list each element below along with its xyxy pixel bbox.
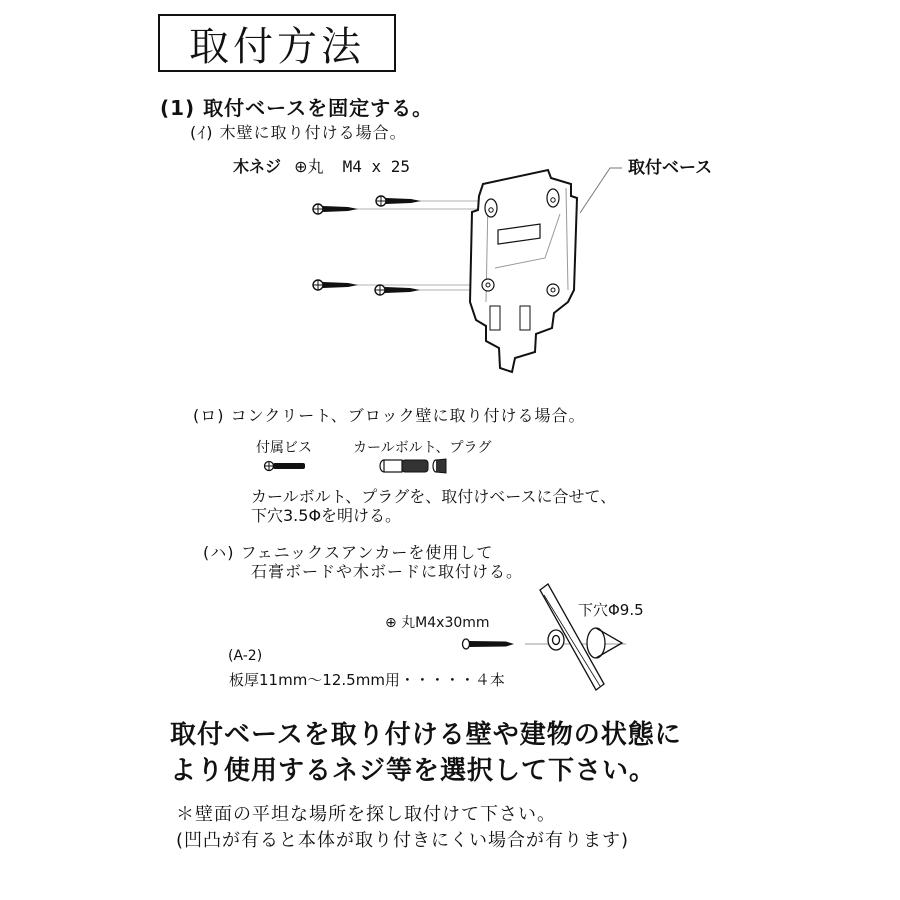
- phoenix-screw-spec: ⊕ 丸M4x30mm: [385, 615, 490, 631]
- curl-bolt-plug-label: カールボルト、プラグ: [353, 440, 492, 456]
- selection-notice-line2: より使用するネジ等を選択して下さい。: [170, 756, 657, 786]
- base-callout-label: 取付ベース: [628, 158, 713, 178]
- wood-screw-label: 木ネジ: [233, 157, 282, 176]
- note-line2: (凹凸が有ると本体が取り付きにくい場合が有ります): [176, 830, 630, 851]
- phoenix-anchor-icon: [540, 584, 622, 690]
- anchor-model: (A-2): [228, 648, 263, 664]
- phoenix-label-line1: (ハ) フェニックスアンカーを使用して: [203, 543, 494, 562]
- wood-wall-label: (ｲ) 木壁に取り付ける場合。: [190, 123, 407, 142]
- note-line1: ＊壁面の平坦な場所を探し取付けて下さい。: [176, 804, 556, 825]
- board-thickness-spec: 板厚11mm〜12.5mm用・・・・・４本: [229, 671, 505, 689]
- phoenix-screw-icon: [463, 639, 515, 649]
- pilot-hole-spec: 下穴Φ9.5: [578, 601, 644, 619]
- phillips-pan-label: ⊕丸: [294, 157, 324, 176]
- concrete-instruction-line2: 下穴3.5Φを明ける。: [251, 506, 402, 525]
- screw-size: M4 x 25: [342, 157, 411, 176]
- concrete-instruction-line1: カールボルト、プラグを、取付けベースに合せて、: [251, 487, 617, 506]
- step1-heading: (1) 取付ベースを固定する。: [160, 96, 434, 120]
- page-title: 取付方法: [158, 14, 396, 72]
- included-screw-label: 付属ビス: [256, 440, 312, 456]
- concrete-wall-label: (ロ) コンクリート、ブロック壁に取り付ける場合。: [193, 406, 586, 425]
- selection-notice-line1: 取付ベースを取り付ける壁や建物の状態に: [170, 720, 682, 750]
- phoenix-label-line2: 石膏ボードや木ボードに取付ける。: [251, 562, 524, 581]
